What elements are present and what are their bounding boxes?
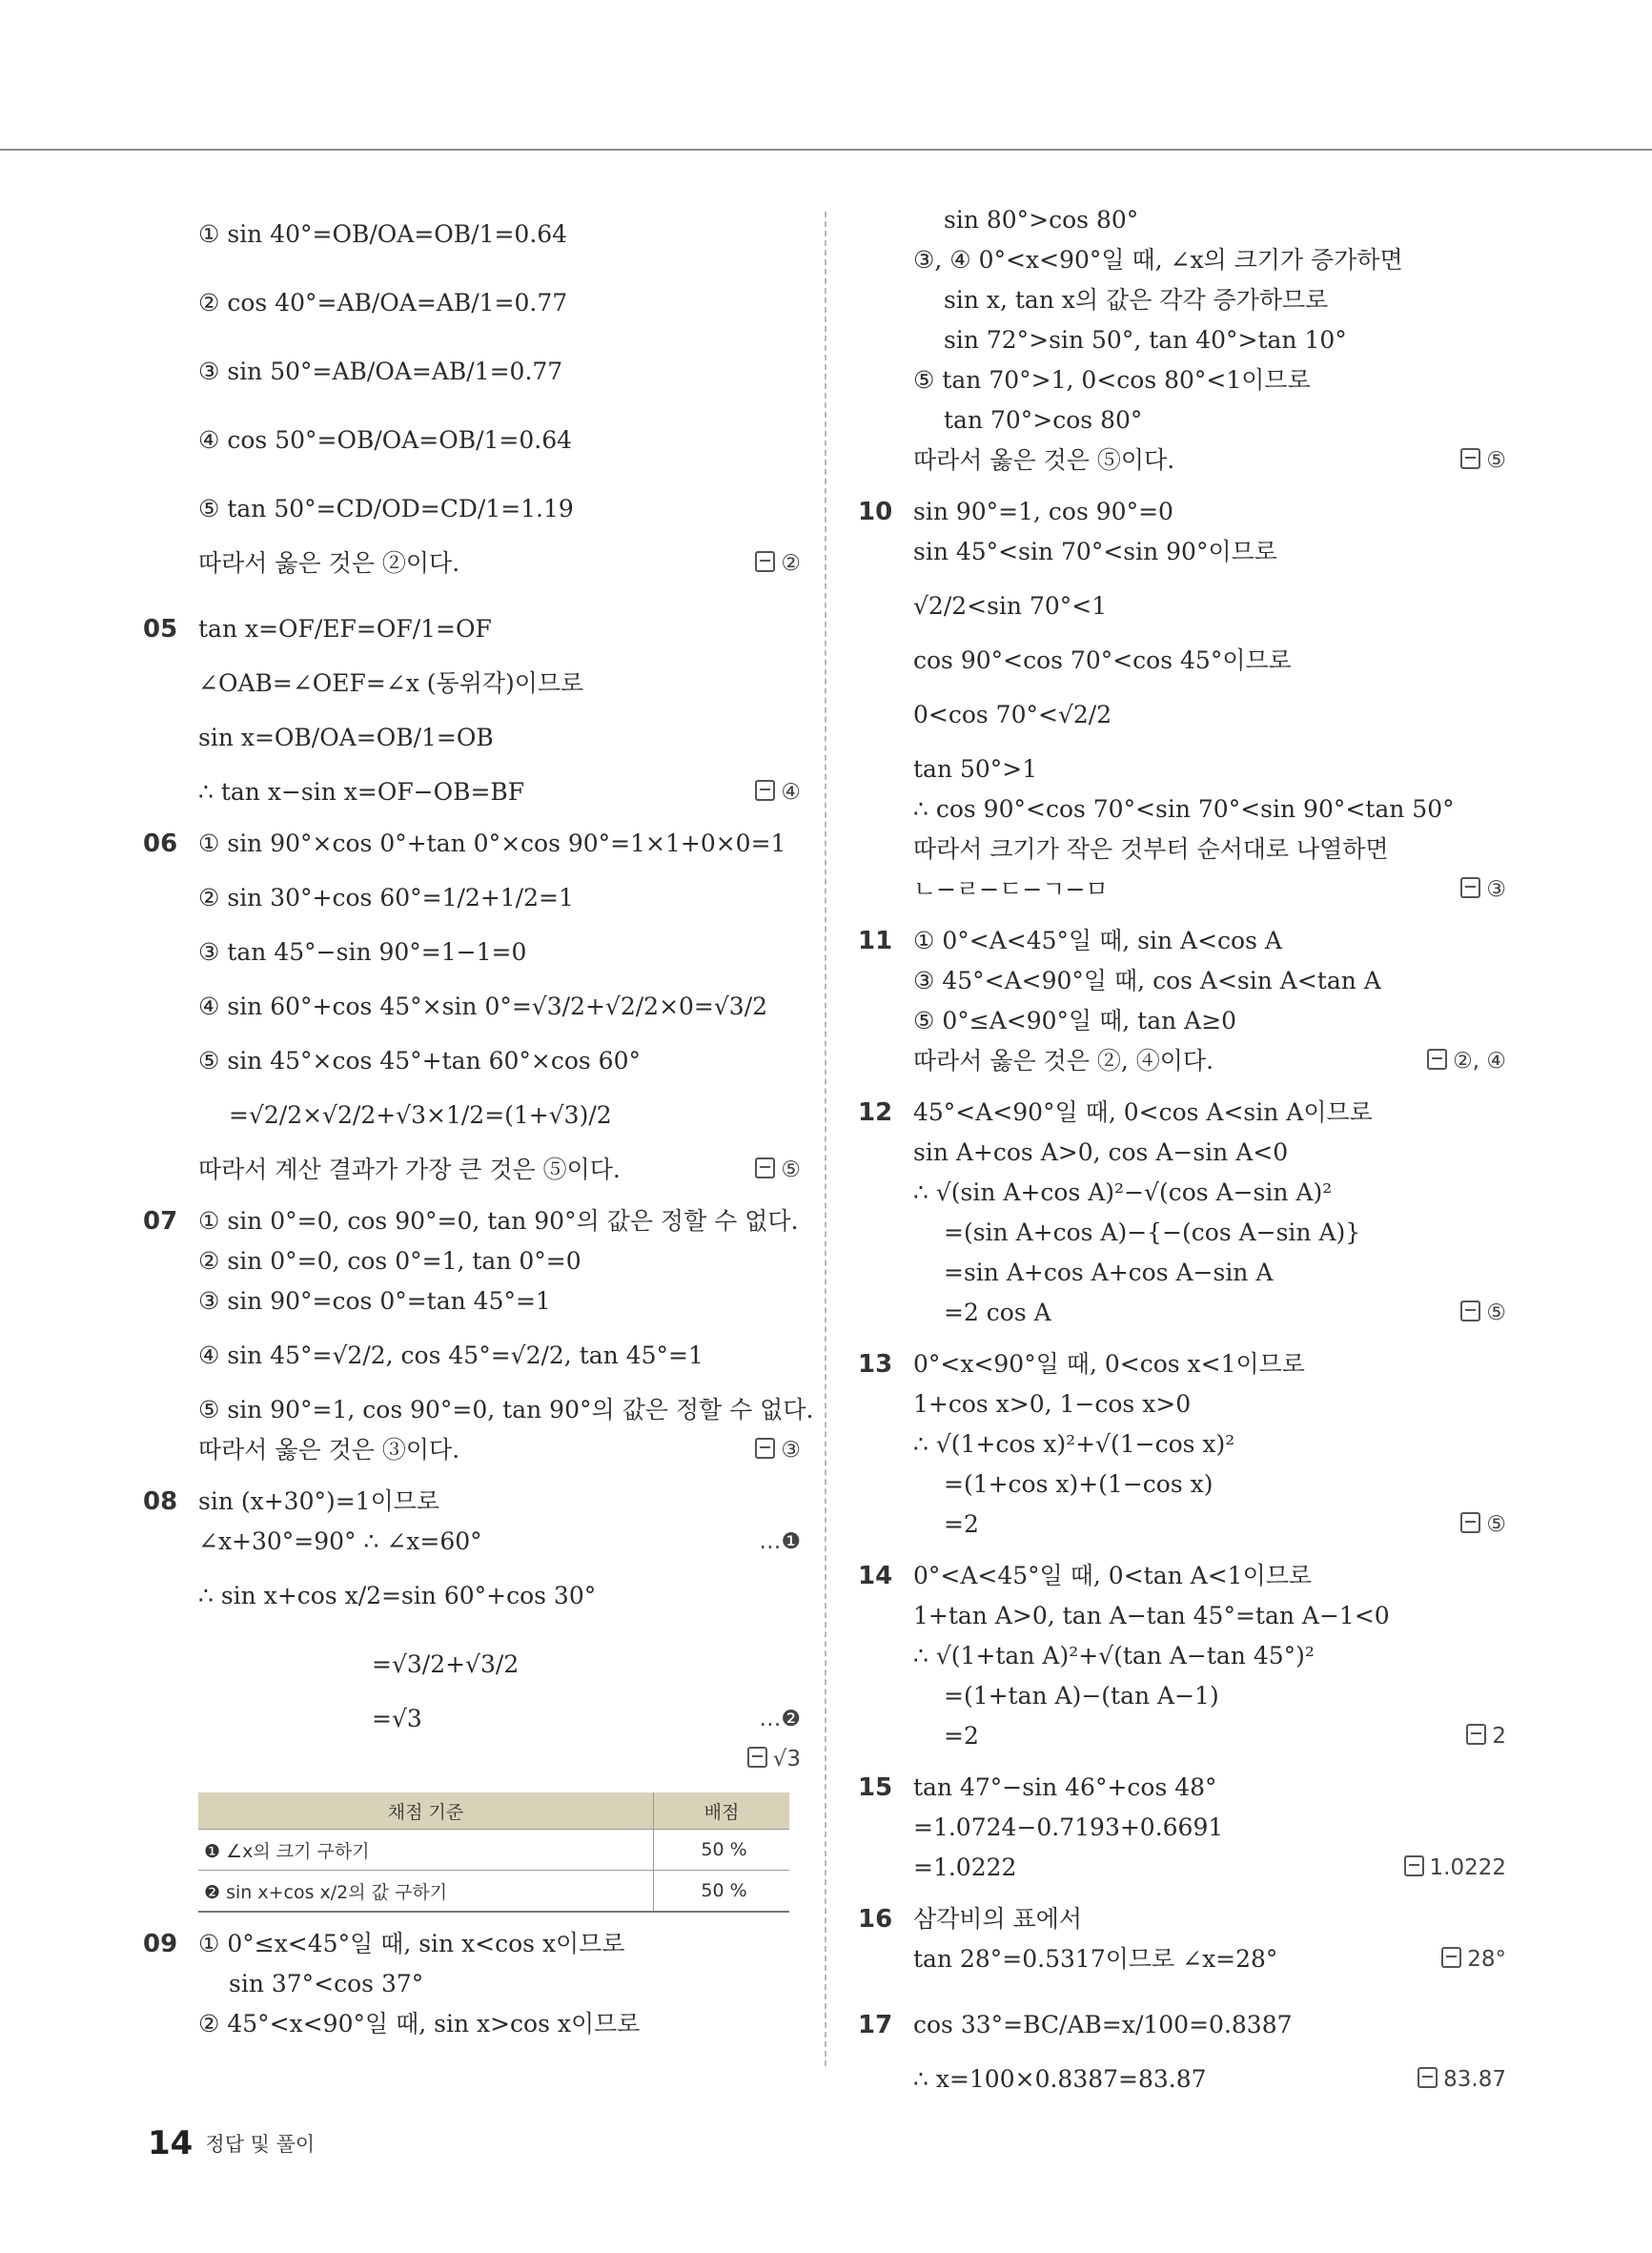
answer-box-icon: [1460, 877, 1480, 898]
problem-number: 16: [858, 1905, 893, 1934]
solution-line: [858, 870, 1506, 910]
solution-text: sin 37°<cos 37°: [229, 1970, 424, 1997]
step-marker: [759, 1522, 801, 1562]
solution-line: [858, 1768, 1506, 1808]
solution-text: 따라서 옳은 것은 ②, ④이다.: [913, 1047, 1214, 1075]
solution-text: ④ sin 45°=√2/2, cos 45°=√2/2, tan 45°=1: [198, 1342, 704, 1369]
solution-text: 따라서 옳은 것은 ⑤이다.: [913, 446, 1175, 474]
page-number: 14: [148, 2124, 194, 2162]
problem-number: 07: [143, 1207, 178, 1236]
answer-value: ⑤: [781, 1157, 801, 1182]
solution-line: [858, 1848, 1506, 1888]
problem-number: 12: [858, 1098, 893, 1127]
solution-text: 따라서 계산 결과가 가장 큰 것은 ⑤이다.: [198, 1156, 621, 1183]
answer-value: 1.0222: [1429, 1855, 1506, 1880]
solution-line: [858, 1716, 1506, 1756]
solution-text: sin 80°>cos 80°: [944, 206, 1139, 234]
solution-text: tan 70°>cos 80°: [944, 406, 1143, 434]
solution-text: ③ tan 45°−sin 90°=1−1=0: [198, 938, 527, 966]
solution-text: =sin A+cos A+cos A−sin A: [944, 1259, 1274, 1286]
solution-line: [858, 921, 1506, 961]
solution-line: [858, 1939, 1506, 1979]
solution-text: 1+cos x>0, 1−cos x>0: [913, 1390, 1192, 1418]
problem-number: 13: [858, 1350, 893, 1379]
solution-line: [858, 492, 1506, 532]
solution-text: 삼각비의 표에서: [913, 1905, 1082, 1933]
solution-text: 0°<x<90°일 때, 0<cos x<1이므로: [913, 1350, 1305, 1378]
answer-mark: [755, 1150, 801, 1190]
answer-value: …❷: [759, 1707, 801, 1731]
rubric-head-criteria: 채점 기준: [198, 1792, 654, 1830]
solution-text: ① 0°≤x<45°일 때, sin x<cos x이므로: [198, 1930, 625, 1957]
answer-box-icon: [1460, 1512, 1480, 1533]
answer-mark: [1404, 1848, 1506, 1888]
solution-text: 1+tan A>0, tan A−tan 45°=tan A−1<0: [913, 1602, 1390, 1629]
answer-mark: [1460, 870, 1506, 910]
solution-line: [858, 440, 1506, 481]
solution-line: [858, 1899, 1506, 1939]
answer-box-icon: [755, 1157, 775, 1178]
solution-text: tan 28°=0.5317이므로 ∠x=28°: [913, 1945, 1278, 1973]
solution-line: [143, 1522, 801, 1562]
answer-mark: [1441, 1939, 1506, 1979]
solution-line: [143, 1924, 801, 1964]
answer-box-icon: [1417, 2067, 1438, 2088]
solution-line: [143, 664, 801, 704]
solution-text: =√3/2+√3/2: [372, 1650, 520, 1678]
answer-box-icon: [755, 551, 775, 572]
solution-text: ⑤ tan 50°=CD/OD=CD/1=1.19: [198, 495, 574, 522]
answer-value: ③: [1486, 877, 1506, 902]
solution-line: [858, 961, 1506, 1001]
solution-line: [858, 1041, 1506, 1081]
solution-line: [143, 1482, 801, 1522]
solution-line: [143, 864, 801, 932]
solution-line: [143, 772, 801, 812]
answer-mark: [1460, 1293, 1506, 1333]
solution-text: ④ cos 50°=OB/OA=OB/1=0.64: [198, 426, 573, 454]
problem-number: 11: [858, 927, 893, 955]
solution-line: [858, 1293, 1506, 1333]
solution-text: =(sin A+cos A)−{−(cos A−sin A)}: [944, 1219, 1361, 1246]
solution-line: [858, 1505, 1506, 1545]
answer-mark: [1460, 440, 1506, 481]
solution-text: ∠OAB=∠OEF=∠x (동위각)이므로: [198, 669, 584, 697]
solution-text: sin A+cos A>0, cos A−sin A<0: [913, 1138, 1289, 1166]
solution-text: =2: [944, 1510, 979, 1538]
header-rule: [0, 149, 1652, 151]
solution-line: [858, 1808, 1506, 1848]
left-tail-lines: [143, 1924, 801, 2044]
rubric-criteria: ❶ ∠x의 크기 구하기: [198, 1830, 654, 1871]
solution-text: ∴ cos 90°<cos 70°<sin 70°<sin 90°<tan 50°: [913, 795, 1455, 823]
solution-text: ∠x+30°=90° ∴ ∠x=60°: [198, 1527, 482, 1555]
problem-number: 14: [858, 1562, 893, 1590]
solution-line: [143, 1430, 801, 1470]
solution-text: ② sin 30°+cos 60°=1/2+1/2=1: [198, 884, 574, 911]
solution-line: [858, 2059, 1506, 2099]
solution-line: [858, 1596, 1506, 1636]
solution-text: tan x=OF/EF=OF/1=OF: [198, 615, 492, 643]
solution-text: tan 50°>1: [913, 755, 1038, 783]
solution-line: [858, 789, 1506, 830]
solution-line: [858, 1636, 1506, 1676]
solution-line: [858, 200, 1506, 240]
solution-text: ∴ tan x−sin x=OF−OB=BF: [198, 778, 525, 806]
answer-value: ⑤: [1486, 1301, 1506, 1325]
answer-mark: [1417, 2059, 1506, 2099]
problem-number: 08: [143, 1487, 178, 1516]
solution-text: ③ 45°<A<90°일 때, cos A<sin A<tan A: [913, 967, 1381, 994]
solution-line: [143, 1562, 801, 1630]
answer-value: 2: [1492, 1724, 1506, 1749]
solution-line: [858, 1676, 1506, 1716]
footer-label: 정답 및 풀이: [205, 2133, 316, 2156]
answer-value: 28°: [1467, 1947, 1506, 1972]
answer-box-icon: [755, 1438, 775, 1459]
solution-line: [858, 749, 1506, 789]
solution-text: ② sin 0°=0, cos 0°=1, tan 0°=0: [198, 1247, 581, 1275]
solution-text: 따라서 옳은 것은 ②이다.: [198, 549, 460, 577]
answer-mark: [1427, 1041, 1506, 1081]
problem-number: 09: [143, 1930, 178, 1958]
solution-text: tan 47°−sin 46°+cos 48°: [913, 1773, 1217, 1801]
solution-text: sin x=OB/OA=OB/1=OB: [198, 724, 494, 751]
solution-line: [143, 1739, 801, 1779]
solution-line: [858, 1173, 1506, 1213]
solution-text: ① 0°<A<45°일 때, sin A<cos A: [913, 927, 1282, 954]
solution-text: 45°<A<90°일 때, 0<cos A<sin A이므로: [913, 1098, 1373, 1126]
solution-line: [143, 543, 801, 584]
solution-line: [858, 1253, 1506, 1293]
rubric-row: [198, 1830, 789, 1871]
solution-text: ∴ √(sin A+cos A)²−√(cos A−sin A)²: [913, 1178, 1333, 1206]
answer-mark: [1466, 1716, 1506, 1756]
answer-mark: [755, 543, 801, 584]
solution-text: sin x, tan x의 값은 각각 증가하므로: [944, 286, 1329, 314]
left-solution-lines: [143, 200, 814, 1779]
answer-value: 83.87: [1443, 2067, 1506, 2092]
rubric-criteria: ❷ sin x+cos x/2의 값 구하기: [198, 1871, 654, 1913]
answer-value: ⑤: [1486, 1512, 1506, 1537]
answer-box-icon: [1404, 1855, 1424, 1876]
solution-line: [143, 704, 801, 772]
answer-box-icon: [1466, 1724, 1486, 1745]
answer-box-icon: [747, 1747, 767, 1768]
answer-value: ③: [781, 1438, 801, 1463]
solution-line: [143, 1630, 801, 1699]
answer-box-icon: [1460, 1301, 1480, 1321]
answer-box-icon: [1441, 1947, 1461, 1968]
solution-line: [143, 932, 801, 973]
problem-number: 15: [858, 1773, 893, 1802]
answer-value: …❶: [759, 1529, 801, 1554]
solution-line: [858, 1556, 1506, 1596]
solution-text: √2/2<sin 70°<1: [913, 592, 1108, 620]
solution-line: [858, 1093, 1506, 1133]
solution-line: [858, 681, 1506, 749]
answer-value: ⑤: [1486, 448, 1506, 473]
rubric-points: 50 %: [654, 1830, 790, 1871]
answer-box-icon: [1460, 448, 1480, 469]
solution-text: 따라서 크기가 작은 것부터 순서대로 나열하면: [913, 835, 1389, 863]
solution-text: ② 45°<x<90°일 때, sin x>cos x이므로: [198, 2010, 641, 2038]
solution-text: ④ sin 60°+cos 45°×sin 0°=√3/2+√2/2×0=√3/2: [198, 993, 768, 1020]
solution-line: [858, 1991, 1506, 2059]
solution-line: [143, 595, 801, 664]
solution-text: ③, ④ 0°<x<90°일 때, ∠x의 크기가 증가하면: [913, 246, 1403, 274]
answer-value: ②: [781, 551, 801, 576]
solution-line: [143, 1150, 801, 1190]
solution-line: [858, 641, 1506, 681]
answer-mark: [755, 772, 801, 812]
solution-line: [858, 320, 1506, 360]
solution-line: [858, 830, 1506, 870]
answer-value: √3: [772, 1747, 801, 1772]
solution-line: [143, 269, 801, 338]
scoring-rubric-table: [198, 1792, 789, 1913]
solution-text: ② cos 40°=AB/OA=AB/1=0.77: [198, 289, 568, 317]
right-column: [858, 200, 1506, 2099]
solution-text: sin 72°>sin 50°, tan 40°>tan 10°: [944, 326, 1347, 354]
solution-text: ∴ √(1+tan A)²+√(tan A−tan 45°)²: [913, 1642, 1315, 1669]
solution-line: [143, 1964, 801, 2004]
answer-box-icon: [755, 780, 775, 801]
solution-line: [143, 200, 801, 269]
solution-line: [858, 360, 1506, 400]
solution-text: ⑤ tan 70°>1, 0<cos 80°<1이므로: [913, 366, 1311, 394]
solution-text: ∴ sin x+cos x/2=sin 60°+cos 30°: [198, 1582, 597, 1609]
solution-text: ⑤ 0°≤A<90°일 때, tan A≥0: [913, 1007, 1237, 1034]
solution-line: [143, 475, 801, 543]
solution-text: =2 cos A: [944, 1299, 1051, 1326]
answer-mark: [1460, 1505, 1506, 1545]
solution-text: ③ sin 50°=AB/OA=AB/1=0.77: [198, 358, 563, 385]
problem-number: 05: [143, 615, 178, 644]
step-marker: [759, 1699, 801, 1739]
solution-line: [858, 572, 1506, 641]
answer-mark: [755, 1430, 801, 1470]
solution-line: [858, 240, 1506, 280]
solution-line: [858, 400, 1506, 440]
rubric-row: [198, 1871, 789, 1913]
solution-line: [858, 1133, 1506, 1173]
solution-line: [143, 1281, 801, 1321]
solution-text: cos 33°=BC/AB=x/100=0.8387: [913, 2011, 1293, 2038]
solution-text: sin 90°=1, cos 90°=0: [913, 498, 1173, 525]
page-footer: [148, 2124, 315, 2162]
solution-line: [858, 1213, 1506, 1253]
solution-text: ㄴ−ㄹ−ㄷ−ㄱ−ㅁ: [913, 875, 1109, 903]
answer-mark: [747, 1739, 801, 1779]
rubric-points: 50 %: [654, 1871, 790, 1913]
problem-number: 17: [858, 2011, 893, 2039]
rubric-header-row: [198, 1792, 789, 1830]
solution-text: ① sin 90°×cos 0°+tan 0°×cos 90°=1×1+0×0=1: [198, 830, 786, 857]
solution-text: sin 45°<sin 70°<sin 90°이므로: [913, 538, 1277, 565]
solution-line: [858, 1464, 1506, 1505]
solution-text: =(1+cos x)+(1−cos x): [944, 1470, 1214, 1498]
solution-line: [143, 2004, 801, 2044]
solution-text: ① sin 40°=OB/OA=OB/1=0.64: [198, 220, 568, 248]
solution-text: 0<cos 70°<√2/2: [913, 701, 1112, 728]
solution-text: sin (x+30°)=1이므로: [198, 1487, 440, 1515]
solution-text: ∴ x=100×0.8387=83.87: [913, 2065, 1207, 2093]
answer-value: ④: [781, 780, 801, 805]
solution-text: =√3: [372, 1705, 422, 1732]
solution-line: [858, 1384, 1506, 1424]
solution-line: [143, 824, 801, 864]
solution-line: [143, 406, 801, 475]
solution-text: =2: [944, 1722, 979, 1750]
solution-line: [143, 1041, 801, 1081]
rubric-head-points: 배점: [654, 1792, 790, 1830]
column-divider: [825, 212, 826, 2066]
left-column: [143, 200, 814, 2044]
solution-text: 따라서 옳은 것은 ③이다.: [198, 1436, 460, 1464]
solution-text: ∴ √(1+cos x)²+√(1−cos x)²: [913, 1430, 1235, 1458]
solution-line: [143, 1699, 801, 1739]
solution-text: =√2/2×√2/2+√3×1/2=(1+√3)/2: [229, 1101, 612, 1129]
solution-text: ① sin 0°=0, cos 90°=0, tan 90°의 값은 정할 수 없다.: [198, 1207, 799, 1235]
solution-line: [858, 280, 1506, 320]
solution-text: =(1+tan A)−(tan A−1): [944, 1682, 1219, 1710]
right-solution-lines: [858, 200, 1506, 2099]
solution-line: [143, 1321, 801, 1390]
solution-text: cos 90°<cos 70°<cos 45°이므로: [913, 646, 1292, 674]
solution-text: =1.0724−0.7193+0.6691: [913, 1813, 1224, 1841]
solution-line: [143, 1201, 801, 1241]
solution-line: [858, 1344, 1506, 1384]
answer-value: ②, ④: [1453, 1049, 1506, 1074]
solution-text: =1.0222: [913, 1854, 1017, 1881]
solution-text: ③ sin 90°=cos 0°=tan 45°=1: [198, 1287, 551, 1315]
solution-line: [143, 1081, 801, 1150]
solution-line: [143, 973, 801, 1041]
solution-text: ⑤ sin 90°=1, cos 90°=0, tan 90°의 값은 정할 수 없다.: [198, 1396, 814, 1423]
problem-number: 06: [143, 830, 178, 858]
solution-line: [143, 1241, 801, 1281]
solution-line: [143, 1390, 814, 1430]
solution-line: [143, 338, 801, 406]
problem-number: 10: [858, 498, 893, 526]
solution-line: [858, 532, 1506, 572]
solution-text: 0°<A<45°일 때, 0<tan A<1이므로: [913, 1562, 1313, 1589]
solution-text: ⑤ sin 45°×cos 45°+tan 60°×cos 60°: [198, 1047, 641, 1075]
answer-box-icon: [1427, 1049, 1447, 1070]
solution-line: [858, 1001, 1506, 1041]
solution-line: [858, 1424, 1506, 1464]
